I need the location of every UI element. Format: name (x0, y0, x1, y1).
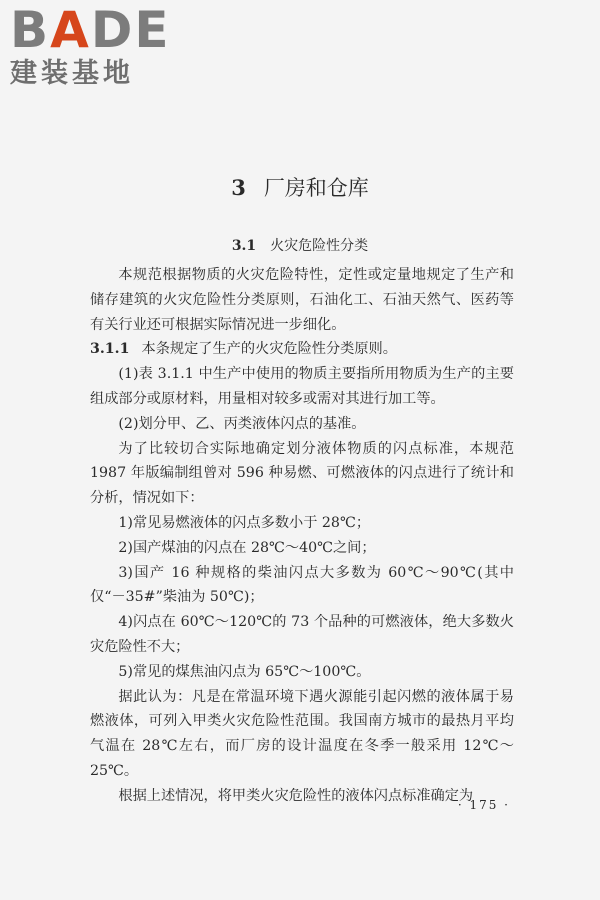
chapter-heading (0, 175, 600, 201)
clause-number: 3.1.1 (90, 341, 130, 358)
paragraph: (1)表 3.1.1 中生产中使用的物质主要指所用物质为生产的主要组成部分或原材料，用量相对较多或需对其进行加工等。 (90, 366, 514, 407)
paragraph: 为了比较切合实际地确定划分液体物质的闪点标准，本规范 1987 年版编制组曾对 596 种易燃、可燃液体的闪点进行了统计和分析，情况如下： (90, 440, 514, 507)
section-heading (0, 236, 600, 256)
body-text (90, 263, 514, 809)
brand-subtitle: 建装基地 (10, 58, 134, 89)
chapter-number: 3 (231, 175, 246, 200)
paragraph: 据此认为：凡是在常温环境下遇火源能引起闪燃的液体属于易燃液体，可列入甲类火灾危险性范围。我国南方城市的最热月平均气温在 28℃左右，而厂房的设计温度在冬季一般采用 12℃～25℃。 (90, 688, 514, 779)
section-title: 火灾危险性分类 (270, 238, 369, 254)
list-item: 4)闪点在 60℃～120℃的 73 个品种的可燃液体，绝大多数火灾危险性不大； (90, 614, 514, 655)
brand-logo (10, 1, 180, 94)
list-item: 5)常见的煤焦油闪点为 65℃～100℃。 (118, 663, 371, 680)
paragraph: 根据上述情况，将甲类火灾危险性的液体闪点标准确定为 (118, 787, 474, 804)
page-number: · 175 · (457, 798, 510, 812)
clause-text: 本条规定了生产的火灾危险性分类原则。 (141, 341, 397, 358)
paragraph: (2)划分甲、乙、丙类液体闪点的基准。 (118, 415, 366, 432)
list-item: 1)常见易燃液体的闪点多数小于 28℃； (118, 514, 371, 531)
clause-paragraph (90, 337, 514, 362)
intro-paragraph: 本规范根据物质的火灾危险特性，定性或定量地规定了生产和储存建筑的火灾危险性分类原则，石油化工、石油天然气、医药等有关行业还可根据实际情况进一步细化。 (90, 267, 514, 333)
chapter-title: 厂房和仓库 (263, 176, 369, 200)
brand-wordmark: BADE (10, 1, 171, 59)
list-item: 2)国产煤油的闪点在 28℃～40℃之间； (118, 539, 376, 556)
list-item: 3)国产 16 种规格的柴油闪点大多数为 60℃～90℃(其中仅“－35#”柴油为 50℃)； (90, 564, 514, 606)
section-number: 3.1 (231, 238, 257, 254)
